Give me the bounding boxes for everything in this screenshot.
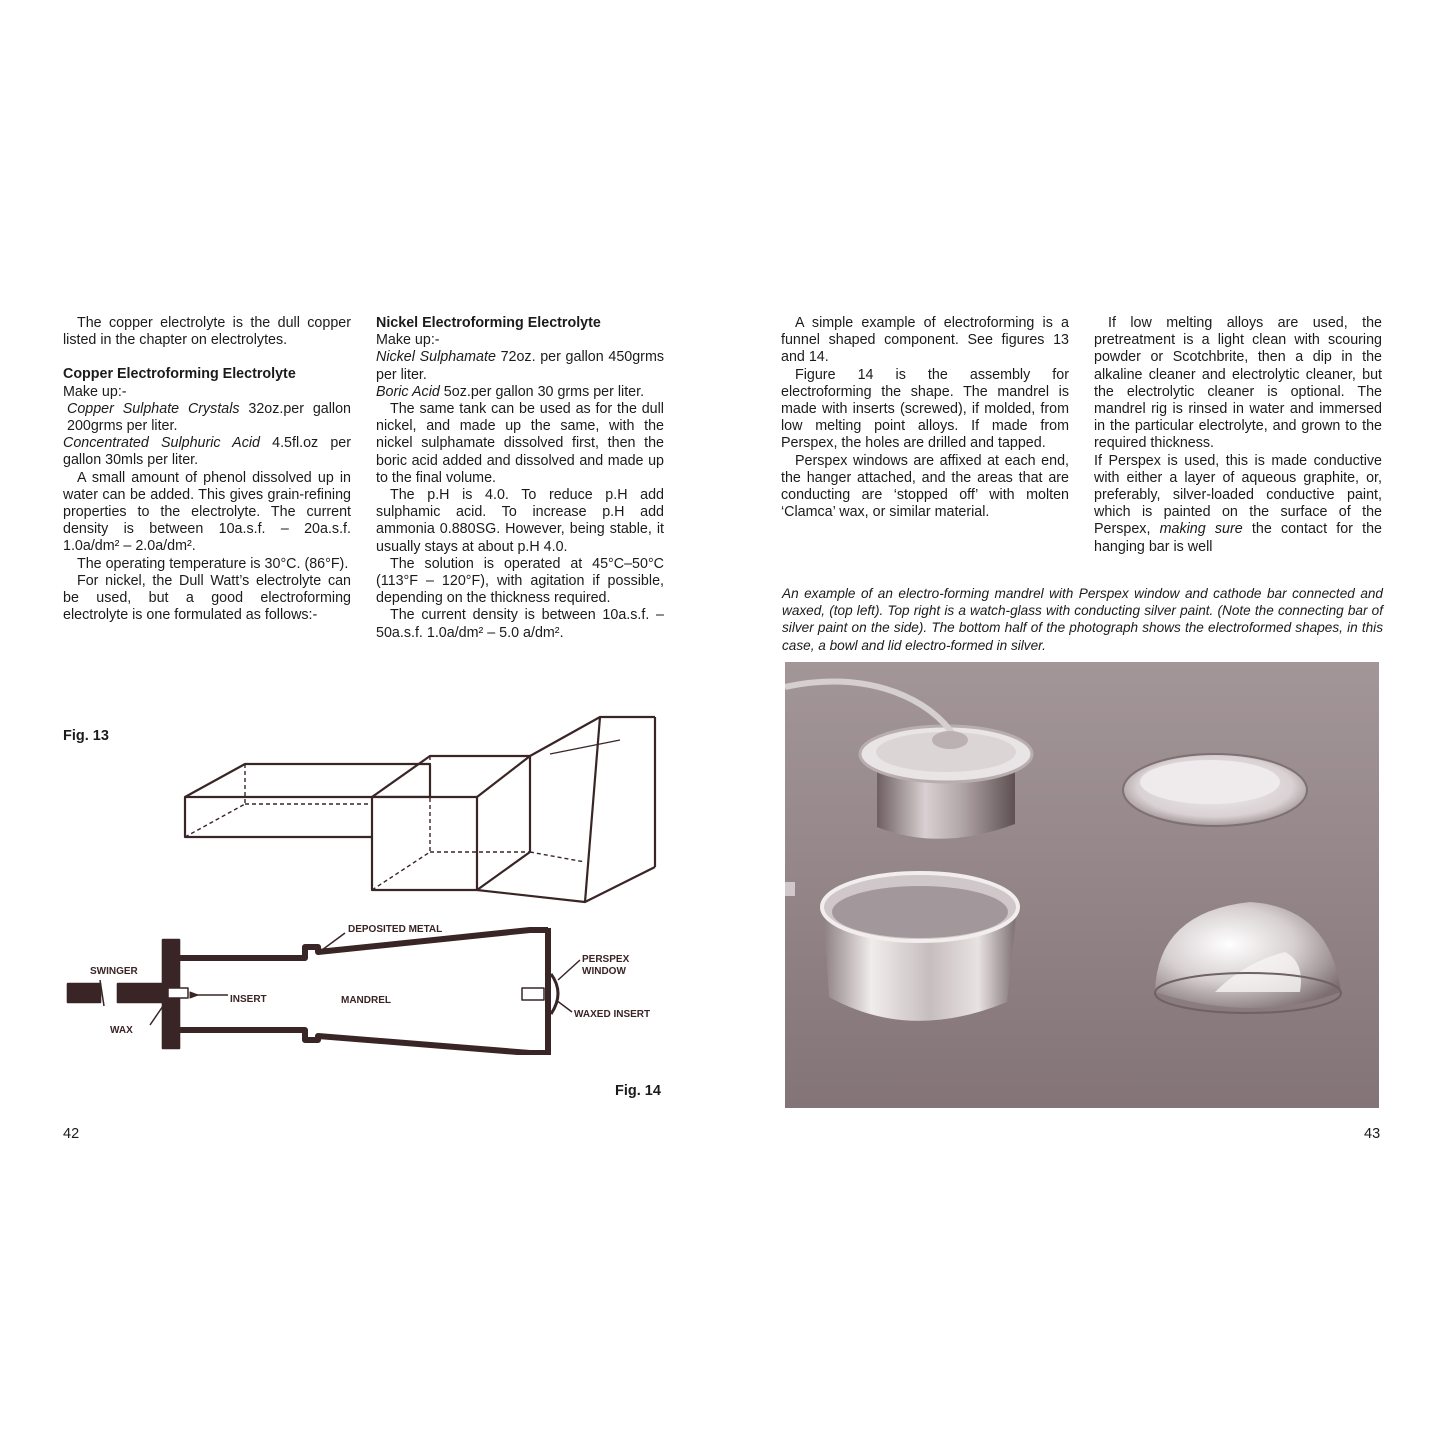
recipe-line <box>376 349 664 383</box>
ingredient-name: Concentrated Sulphuric Acid <box>63 435 260 452</box>
emphasis: making sure <box>1159 521 1243 538</box>
leader-perspex <box>558 960 580 980</box>
funnel-hidden <box>530 852 585 862</box>
ingredient-name: Copper Sulphate Crystals <box>67 400 240 417</box>
section-heading: Copper Electroforming Electrolyte <box>63 366 296 383</box>
text-run: If Perspex is used, this is made conductive with either a layer of aqueous graphite, or, preferably, silver-loaded conductive paint, which is painted on the surface of the Perspex, <box>1094 452 1382 538</box>
swinger-bar <box>118 984 163 1002</box>
paragraph <box>1094 453 1382 556</box>
right-column-1 <box>781 315 1069 521</box>
label-deposited-metal: DEPOSITED METAL <box>348 924 443 935</box>
waxed-insert <box>522 988 544 1000</box>
left-column-2 <box>376 315 664 642</box>
paragraph: The solution is operated at 45°C–50°C (113°F – 120°F), with agitation if possible, depending on the thickness required. <box>376 555 664 607</box>
mandrel-lower-wall <box>179 1030 548 1053</box>
paragraph: The copper electrolyte is the dull copper listed in the chapter on electrolytes. <box>63 315 351 349</box>
label-waxed-insert: WAXED INSERT <box>574 1009 651 1020</box>
label-insert: INSERT <box>230 994 267 1005</box>
paragraph: The p.H is 4.0. To reduce p.H add sulphamic acid. To increase p.H add ammonia 0.880SG. However, being stable, it usually stays at about p.H 4.0. <box>376 487 664 555</box>
page-number-left: 42 <box>63 1126 80 1142</box>
swinger-bar <box>68 984 100 1002</box>
recipe-line <box>63 435 351 469</box>
fig14-drawing <box>60 920 670 1055</box>
collar-top <box>372 756 530 797</box>
ingredient-amount: 32oz.per gallon 200grms per liter. <box>67 400 351 435</box>
collar-front <box>372 797 477 890</box>
fig13-drawing <box>175 712 665 912</box>
tube-top <box>185 764 430 797</box>
paragraph: A simple example of electroforming is a funnel shaped component. See figures 13 and 14. <box>781 315 1069 366</box>
recipe-line <box>63 401 351 435</box>
paragraph: The same tank can be used as for the dull nickel, and made up the same, with the nickel sulphamate dissolved first, then the boric acid added and dissolved and made up to the final volume. <box>376 401 664 486</box>
paragraph: Perspex windows are affixed at each end, the hanger attached, and the areas that are conducting are ‘stopped off’ with molten ‘Clamca’ wax, or similar material. <box>781 452 1069 521</box>
photograph <box>785 662 1379 1108</box>
leader-waxed-insert <box>556 1000 572 1012</box>
makeup-label: Make up:- <box>63 383 127 400</box>
insert <box>168 988 188 998</box>
recipe-line <box>376 384 664 401</box>
funnel-shade <box>550 740 620 754</box>
funnel-bottom <box>477 867 655 902</box>
left-column-1 <box>63 315 351 624</box>
rod <box>785 882 795 896</box>
fig13-label: Fig. 13 <box>63 728 109 744</box>
label-window: WINDOW <box>582 966 626 977</box>
leader-wax <box>150 1006 163 1025</box>
ingredient-amount: 5oz.per gallon 30 grms per liter. <box>439 383 645 400</box>
page-number-right: 43 <box>1364 1126 1381 1142</box>
paragraph: Figure 14 is the assembly for electroforming the shape. The mandrel is made with inserts (screwed), if molded, from low melting point alloys. If made from Perspex, the holes are drilled and tapped. <box>781 366 1069 452</box>
wax-blob <box>932 731 968 749</box>
collar-side <box>477 852 530 890</box>
right-column-2 <box>1094 315 1382 556</box>
text-run: the contact for the hanging bar is well <box>1094 521 1382 555</box>
ingredient-name: Boric Acid <box>376 383 440 400</box>
fig14-label: Fig. 14 <box>615 1083 661 1099</box>
watch-glass-highlight <box>1140 760 1280 804</box>
paragraph: The operating temperature is 30°C. (86°F). <box>77 555 349 572</box>
funnel-top <box>530 717 655 756</box>
bowl-inside <box>832 886 1008 938</box>
perspex-window <box>551 974 558 1014</box>
ingredient-amount: 72oz. per gallon 450grms per liter. <box>376 349 665 383</box>
label-swinger: SWINGER <box>90 966 138 977</box>
tube-edge <box>185 804 245 837</box>
makeup-label: Make up:- <box>376 332 440 349</box>
paragraph: The current density is between 10a.s.f. – 50a.s.f. 1.0a/dm² – 5.0 a/dm². <box>376 607 664 641</box>
photo-caption: An example of an electro-forming mandrel with Perspex window and cathode bar connected and waxed, (top left). Top right is a watch-glass with conducting silver paint. (Note the connecting bar of silver paint on the side). The bottom half of the photograph shows the electroformed shapes, in this case, a bowl and lid electro-formed in silver. <box>782 586 1383 653</box>
ingredient-amount: 4.5fl.oz per gallon 30mls per liter. <box>63 435 351 469</box>
label-mandrel: MANDREL <box>341 995 391 1006</box>
label-wax: WAX <box>110 1025 133 1036</box>
arrowhead <box>190 992 198 998</box>
paragraph: If low melting alloys are used, the pretreatment is a light clean with scouring powder or Scotchbrite, then a dip in the alkaline cleaner and electrolytic cleaner, but the electrolytic cleaner is optional. The mandrel rig is rinsed in water and immersed in the particular electrolyte, and grown to the required thickness. <box>1094 315 1382 452</box>
paragraph: A small amount of phenol dissolved up in water can be added. This gives grain-refining properties to the electrolyte. The current density is between 10a.s.f. – 20a.s.f. 1.0a/dm² – 2.0a/dm². <box>63 469 351 555</box>
paragraph: For nickel, the Dull Watt’s electrolyte can be used, but a good electroforming electrolyte is one formulated as follows:- <box>63 572 351 624</box>
section-heading: Nickel Electroforming Electrolyte <box>376 315 601 331</box>
label-perspex: PERSPEX <box>582 954 630 965</box>
ingredient-name: Nickel Sulphamate <box>376 349 496 366</box>
